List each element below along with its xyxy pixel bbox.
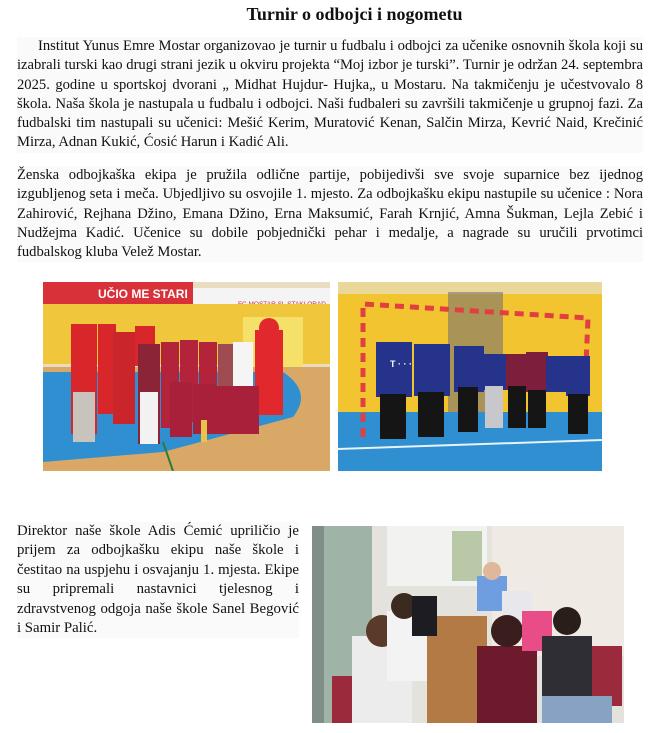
photo-reception (312, 526, 624, 723)
paragraph-reception: Direktor naše škole Adis Ćemić upriličio je prijem za odbojkašku ekipu naše škole i čestitao na uspjehu i osvajanju 1. mjesta. Ekipe su pripremali nastavnici tjelesnog i zdravstvenog odgoja naše škole Sanel Begović i Samir Palić. (17, 522, 299, 638)
photo-football-team (338, 282, 602, 471)
jersey-logo: T · · · (390, 359, 412, 369)
paragraph-volleyball: Ženska odbojkaška ekipa je pružila odlične partije, pobijedivši sve svoje suparnice bez ijednog izgubljenog seta i meča. Ubjedljivo su osvojile 1. mjesto. Za odbojkašku ekipu nastupile su učenice : Nora Zahirović, Rejhana Džino, Emana Džino, Erna Maksumić, Farah Krnjić, Amna Šukman, Lejla Zebić i Nudžejma Kadić. Učenice su dobile pobjednički pehar i medalje, a nagrade su uručili prvotimci fudbalskog kluba Velež Mostar. (17, 166, 643, 262)
players-front-row (170, 382, 259, 442)
trophy (201, 420, 207, 442)
photo-volleyball-team (43, 282, 330, 471)
paragraph-football: Institut Yunus Emre Mostar organizovao je turnir u fudbalu i odbojci za učenike osnovnih škola koji su izabrali turski kao drugi strani jezik u okviru projekta “Moj izbor je turski”. Turnir je održan 24. septembra 2025. godine u sportskoj dvorani „ Midhat Hujdur- Hujka„ u Mostaru. Na takmičenju je učestvovalo 8 škola. Naša škola je nastupala u fudbalu i odbojci. Naši fudbaleri su završili takmičenje u grupnoj fazi. Za fudbalski tim nastupali su učenici: Mešić Kerim, Muratović Kenan, Salčin Mirza, Kevrić Naid, Krečinić Mirza, Adnan Kukić, Ćosić Harun i Kadić Ali. (17, 37, 643, 153)
article-title: Turnir o odbojci i nogometu (246, 4, 463, 24)
banner-text: UČIO ME STARI (98, 287, 188, 301)
